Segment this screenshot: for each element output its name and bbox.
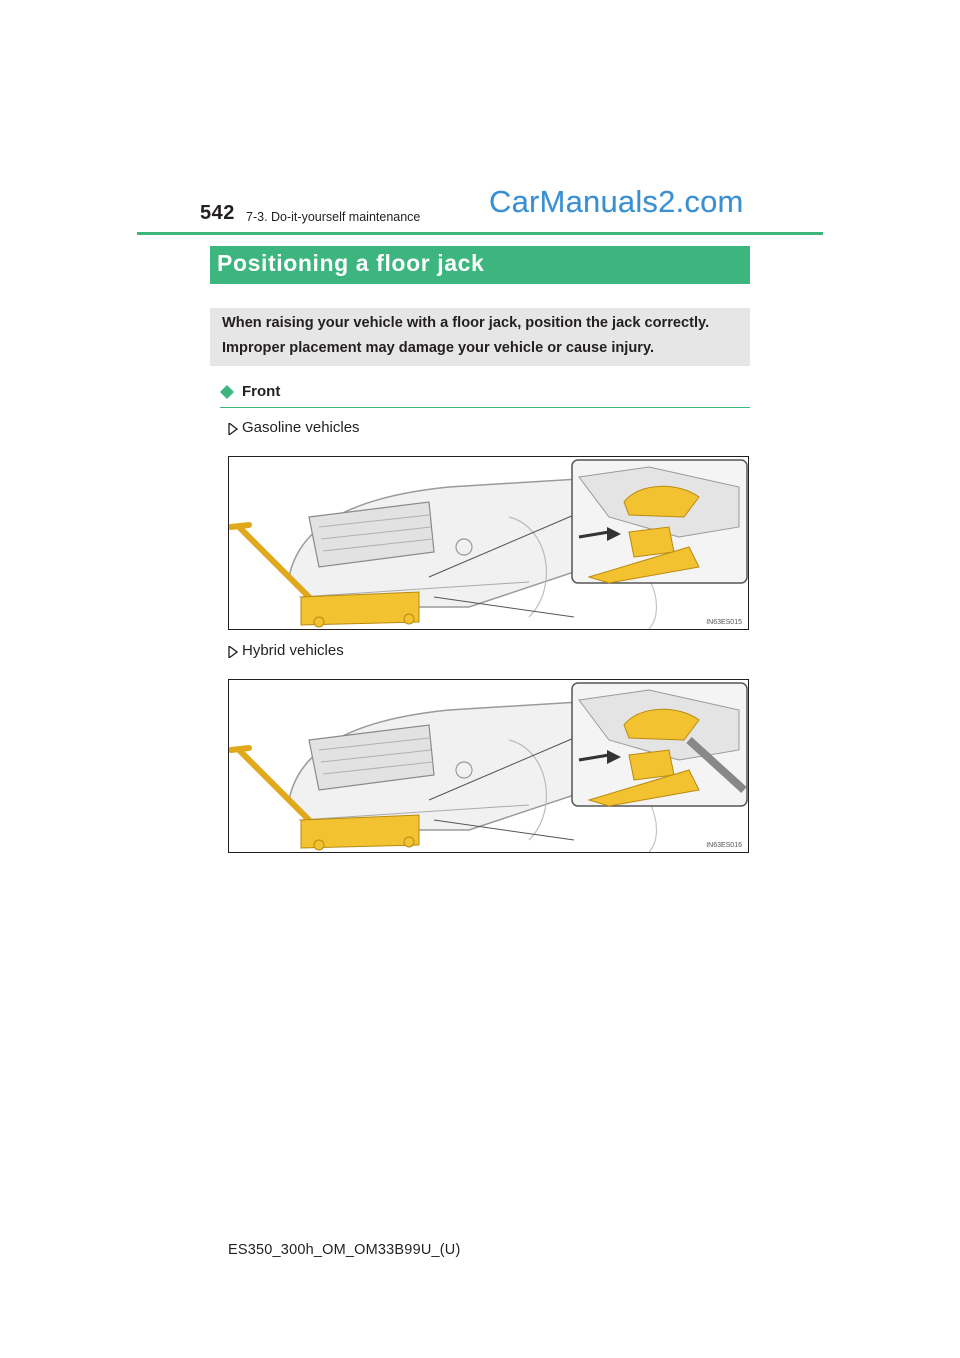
- figure-caption-gasoline: Gasoline vehicles: [242, 419, 360, 436]
- page-number: 542: [200, 202, 235, 224]
- figure-hybrid-jack: [228, 679, 749, 853]
- diamond-bullet-icon: [220, 385, 234, 399]
- triangle-bullet-icon: [228, 423, 238, 435]
- intro-text-line-1: When raising your vehicle with a floor jack, position the jack correctly.: [222, 315, 710, 331]
- triangle-bullet-icon: [228, 646, 238, 658]
- figure-id-label: IN63ES015: [706, 619, 742, 626]
- intro-box: [210, 308, 750, 366]
- subheading-front: Front: [242, 383, 281, 400]
- chapter-title: 7-3. Do-it-yourself maintenance: [246, 210, 421, 224]
- figure-id-label: IN63ES016: [706, 842, 742, 849]
- section-title: Positioning a floor jack: [217, 250, 485, 276]
- section-title-bar: [210, 246, 750, 284]
- car-jack-illustration: [229, 457, 748, 629]
- intro-text-line-2: Improper placement may damage your vehicle or cause injury.: [222, 340, 655, 356]
- car-jack-illustration: [229, 680, 748, 852]
- header-rule: [137, 232, 823, 235]
- footer-document-code: ES350_300h_OM_OM33B99U_(U): [228, 1242, 461, 1258]
- watermark: CarManuals2.com: [489, 184, 744, 219]
- figure-gasoline-jack: [228, 456, 749, 630]
- subheading-rule: [220, 407, 750, 408]
- figure-caption-hybrid: Hybrid vehicles: [242, 642, 344, 659]
